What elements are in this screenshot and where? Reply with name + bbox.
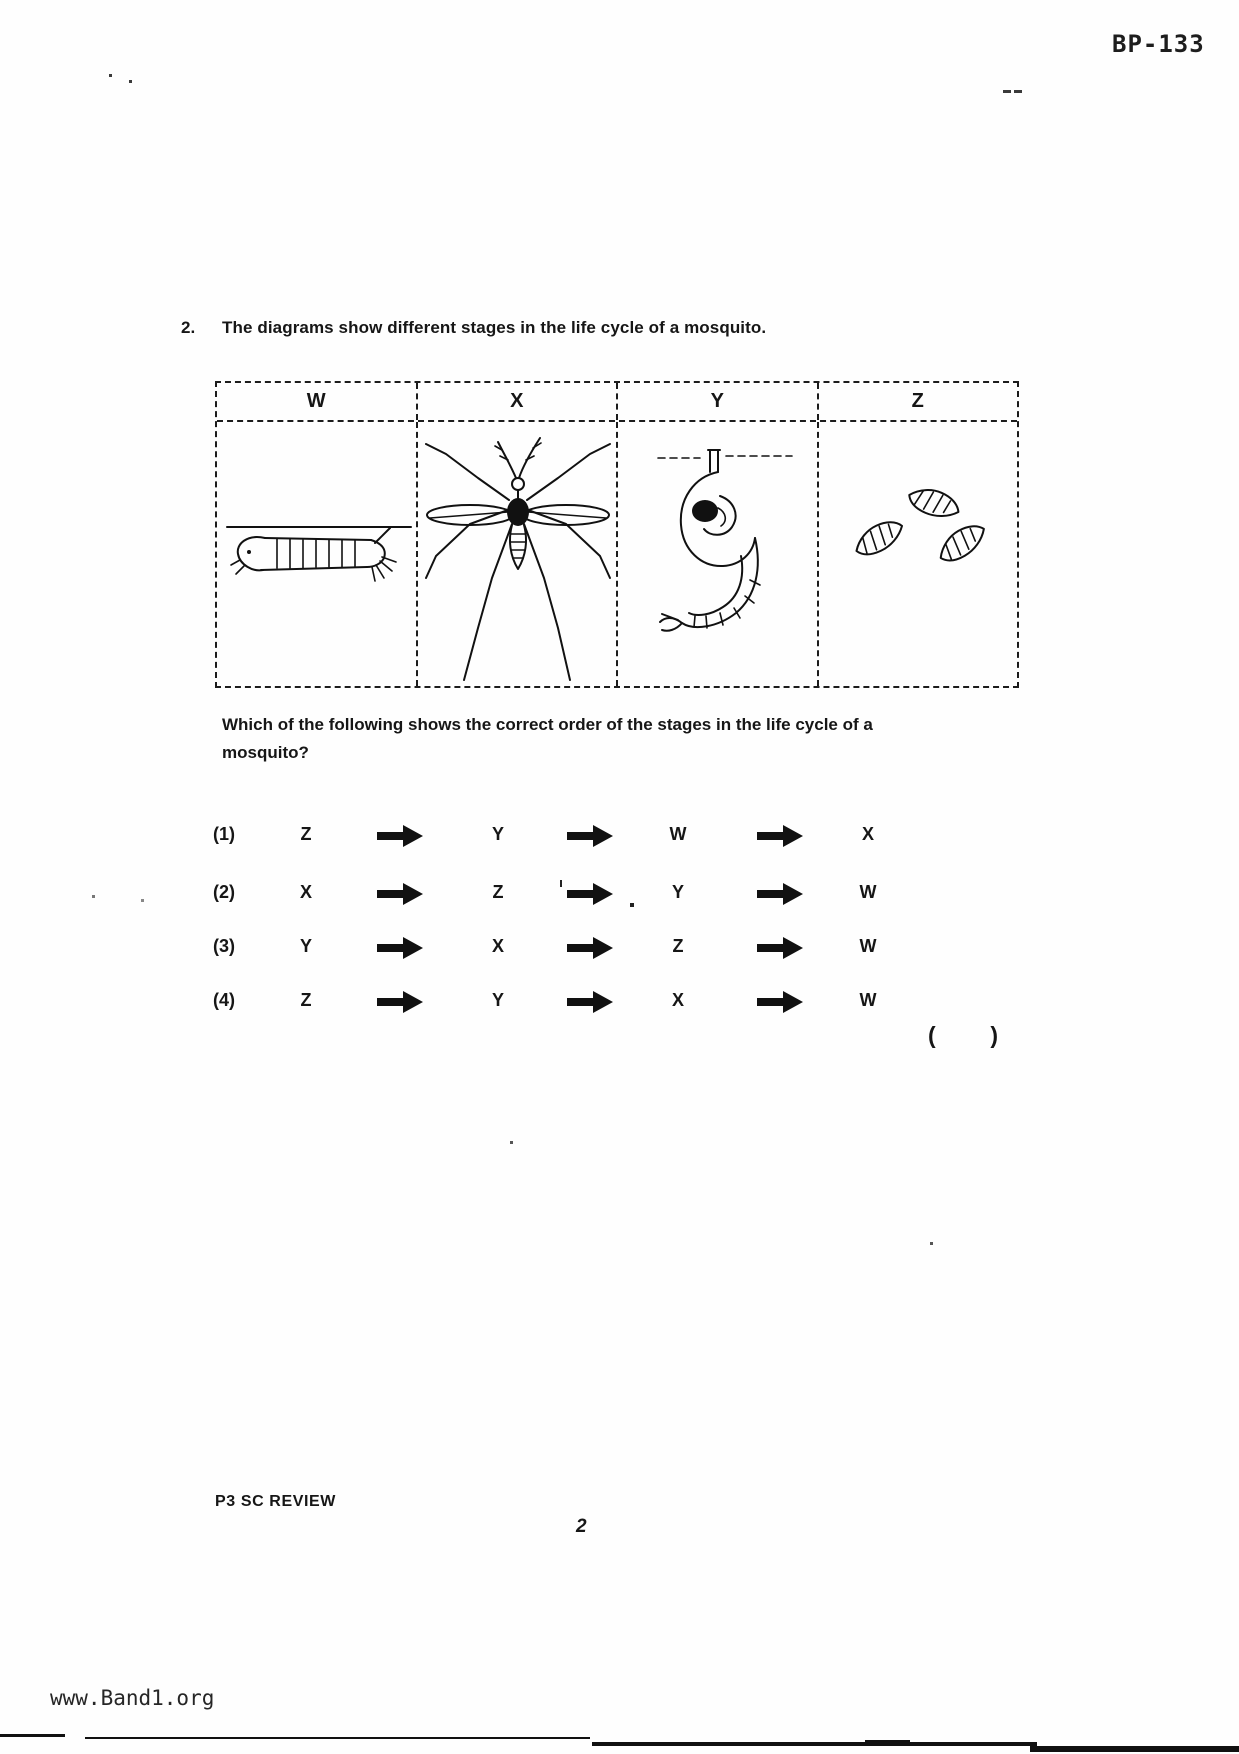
scan-speck: [109, 74, 112, 77]
right-arrow-icon: [377, 880, 423, 908]
adult-mosquito-image: [418, 436, 618, 688]
option-stage-letter: X: [861, 824, 874, 844]
scan-speck: [560, 880, 562, 887]
option-stage-letter: Z: [492, 882, 504, 902]
scan-speck: [1003, 90, 1011, 93]
stage-header-z: Z: [817, 383, 1018, 420]
scan-speck: [92, 895, 95, 898]
right-arrow-icon: [567, 822, 613, 850]
right-arrow-icon: [377, 988, 423, 1016]
page-number: 2: [576, 1516, 587, 1537]
question-intro: The diagrams show different stages in the life cycle of a mosquito.: [222, 318, 767, 337]
question-prompt: [222, 711, 1042, 767]
scan-line: [865, 1740, 910, 1746]
option-number: (3): [213, 936, 235, 956]
option-stage-letter: W: [859, 936, 877, 956]
option-stage-letter: Z: [300, 990, 312, 1010]
footer-label: P3 SC REVIEW: [215, 1493, 337, 1510]
stage-cell-w: [217, 422, 416, 686]
scan-line: [85, 1737, 590, 1739]
scan-line: [0, 1734, 65, 1737]
right-arrow-icon: [757, 934, 803, 962]
option-stage-letter: Y: [491, 824, 504, 844]
right-arrow-icon: [377, 934, 423, 962]
option-stage-letter: W: [669, 824, 687, 844]
right-arrow-icon: [757, 988, 803, 1016]
stage-header-x: X: [416, 383, 617, 420]
stage-header-w: W: [306, 390, 326, 412]
prompt-line-1: Which of the following shows the correct order of the stages in the life cycle of a: [222, 715, 873, 734]
scan-speck: [510, 1141, 513, 1144]
option-stage-letter: W: [859, 990, 877, 1010]
option-number: (4): [213, 990, 235, 1010]
right-arrow-icon: [567, 988, 613, 1016]
prompt-line-2: mosquito?: [222, 743, 309, 762]
option-stage-letter: Y: [491, 990, 504, 1010]
option-stage-letter: Y: [671, 882, 684, 902]
right-arrow-icon: [757, 880, 803, 908]
stage-cell-z: [817, 422, 1018, 686]
scan-speck: [930, 1242, 933, 1245]
right-arrow-icon: [757, 822, 803, 850]
answer-bracket-open: (: [928, 1022, 936, 1048]
stage-table-body-row: [217, 422, 1017, 686]
stage-table-header-row: [217, 383, 1017, 422]
mosquito-eggs-image: [839, 458, 1004, 588]
doc-code: BP-133: [1112, 30, 1205, 58]
right-arrow-icon: [567, 934, 613, 962]
scan-speck: [141, 899, 144, 902]
option-number: (2): [213, 882, 235, 902]
stage-cell-x: [416, 422, 617, 686]
option-number: (1): [213, 824, 235, 844]
scan-speck: [630, 903, 634, 907]
option-stage-letter: W: [859, 882, 877, 902]
watermark-url: www.Band1.org: [50, 1686, 215, 1710]
mosquito-larva-image: [225, 510, 415, 605]
option-stage-letter: X: [299, 882, 312, 902]
option-row-3: [213, 936, 923, 966]
stage-header-y: Y: [616, 383, 817, 420]
option-stage-letter: Z: [300, 824, 312, 844]
stage-table: [215, 381, 1019, 688]
scan-line: [592, 1742, 1037, 1746]
scan-speck: [129, 80, 132, 83]
mosquito-pupa-image: [652, 444, 797, 644]
right-arrow-icon: [377, 822, 423, 850]
option-row-2: [213, 882, 923, 912]
scan-line: [1030, 1746, 1239, 1752]
option-stage-letter: Z: [672, 936, 684, 956]
option-stage-letter: X: [491, 936, 504, 956]
stage-cell-y: [616, 422, 817, 686]
scan-speck: [1014, 90, 1022, 93]
right-arrow-icon: [567, 880, 613, 908]
option-stage-letter: Y: [299, 936, 312, 956]
answer-bracket-close: ): [990, 1022, 998, 1048]
answer-brackets: [928, 1022, 998, 1049]
option-row-4: [213, 990, 923, 1020]
question-number: 2.: [181, 318, 196, 337]
option-stage-letter: X: [671, 990, 684, 1010]
option-row-1: [213, 824, 923, 854]
